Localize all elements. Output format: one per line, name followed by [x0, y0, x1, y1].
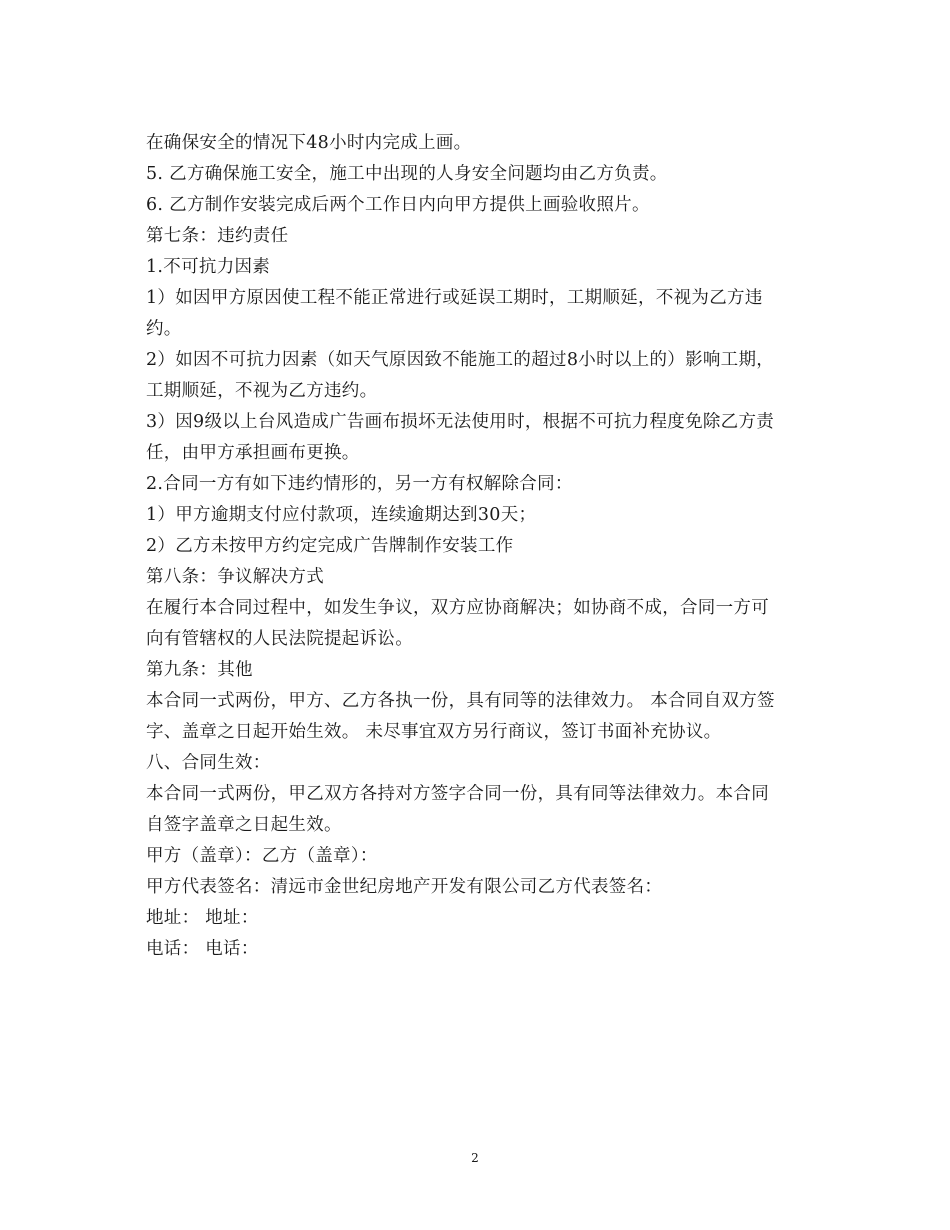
- text-line: 字、盖章之日起开始生效。 未尽事宜双方另行商议，签订书面补充协议。: [146, 722, 722, 742]
- text-line: 2.合同一方有如下违约情形的，另一方有权解除合同：: [146, 474, 573, 494]
- text-line: 3）因9级以上台风造成广告画布损坏无法使用时，根据不可抗力程度免除乙方责: [146, 412, 775, 432]
- text-line: 2）如因不可抗力因素（如天气原因致不能施工的超过8小时以上的）影响工期，: [146, 350, 775, 370]
- text-line: 向有管辖权的人民法院提起诉讼。: [146, 629, 413, 649]
- text-line: 本合同一式两份，甲乙双方各持对方签字合同一份，具有同等法律效力。本合同: [146, 784, 769, 804]
- address-line: 地址： 地址：: [146, 908, 259, 928]
- section-heading: 第七条：违约责任: [146, 226, 289, 246]
- text-line: 本合同一式两份，甲方、乙方各执一份，具有同等的法律效力。 本合同自双方签: [146, 691, 775, 711]
- text-line: 在履行本合同过程中，如发生争议，双方应协商解决；如协商不成，合同一方可: [146, 598, 769, 618]
- text-line: 5. 乙方确保施工安全，施工中出现的人身安全问题均由乙方负责。: [146, 164, 668, 184]
- text-line: 1）甲方逾期支付应付款项，连续逾期达到30天；: [146, 505, 537, 525]
- text-line: 任，由甲方承担画布更换。: [146, 443, 360, 463]
- text-line: 工期顺延，不视为乙方违约。: [146, 381, 378, 401]
- text-line: 6. 乙方制作安装完成后两个工作日内向甲方提供上画验收照片。: [146, 195, 650, 215]
- phone-line: 电话： 电话：: [146, 939, 259, 959]
- text-line: 1）如因甲方原因使工程不能正常进行或延误工期时，工期顺延，不视为乙方违: [146, 288, 763, 308]
- signature-line: 甲方（盖章）：乙方（盖章）：: [146, 846, 378, 866]
- signature-line: 甲方代表签名：清远市金世纪房地产开发有限公司乙方代表签名：: [146, 877, 663, 897]
- document-body: [146, 128, 816, 965]
- section-heading: 第八条：争议解决方式: [146, 567, 324, 587]
- text-line: 约。: [146, 319, 182, 339]
- text-line: 2）乙方未按甲方约定完成广告牌制作安装工作: [146, 536, 514, 556]
- text-line: 1.不可抗力因素: [146, 257, 271, 277]
- text-line: 在确保安全的情况下48小时内完成上画。: [146, 133, 472, 153]
- page-number: 2: [471, 1151, 479, 1165]
- text-line: 自签字盖章之日起生效。: [146, 815, 342, 835]
- section-heading: 八、合同生效：: [146, 753, 271, 773]
- section-heading: 第九条：其他: [146, 660, 253, 680]
